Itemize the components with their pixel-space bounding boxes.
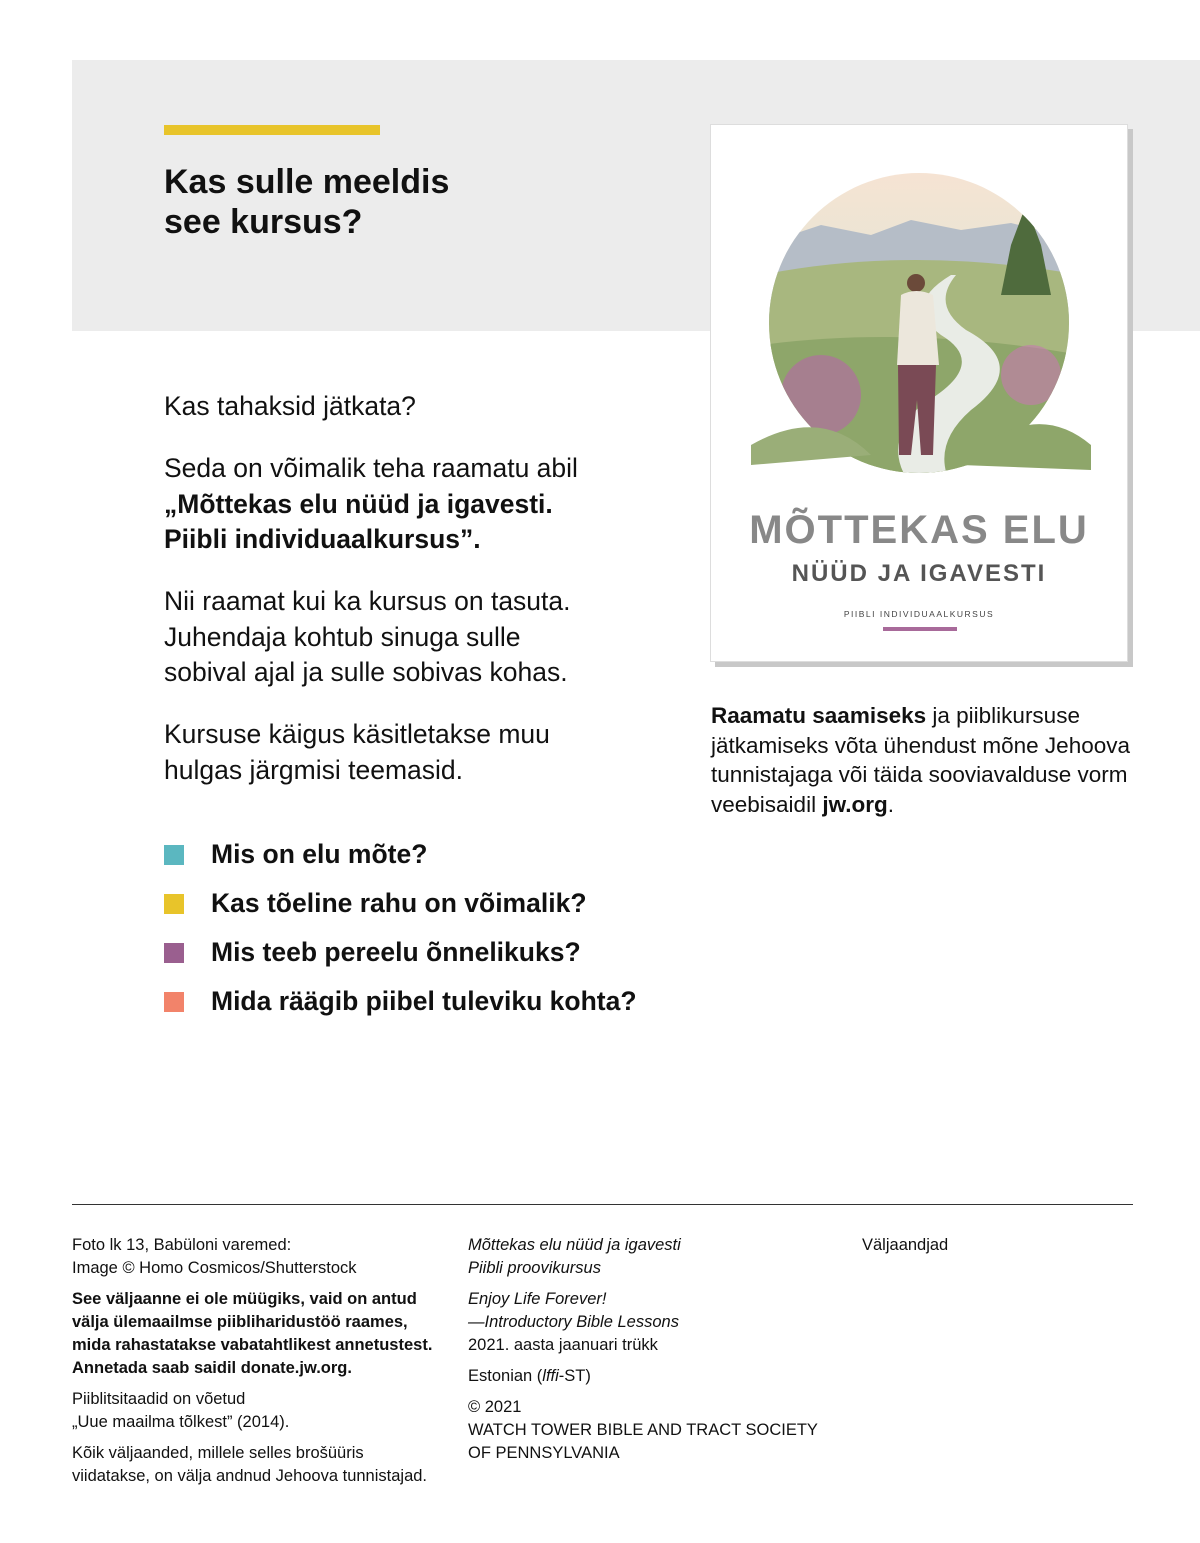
topics-intro: Kursuse käigus käsitletakse muu hulgas järgmisi teemasid. — [164, 719, 550, 785]
topic-item: Mida räägib piibel tuleviku kohta? — [164, 977, 637, 1026]
square-bullet-icon — [164, 992, 184, 1012]
topic-list — [164, 830, 637, 1026]
cover-title: MÕTTEKAS ELU — [749, 508, 1089, 552]
cover-accent-line — [883, 627, 957, 631]
intro-question: Kas tahaksid jätkata? — [164, 391, 416, 421]
square-bullet-icon — [164, 894, 184, 914]
square-bullet-icon — [164, 845, 184, 865]
page-title: Kas sulle meeldis see kursus? — [164, 163, 450, 241]
footer-col-credits: Foto lk 13, Babüloni varemed: Image © Homo Cosmicos/Shutterstock See väljaanne ei ole müügiks, vaid on antud välja ülemaailmse piibliharidustöö raames, mida rahastatakse vabatahtlikest annetustest. Annetada saab saidil donate.jw.org. Piiblitsitaadid on võetud „Uue maailma tõlkest” (2014). Kõik väljaanded, millele selles brošüüris viidatakse, on välja andnud Jehoova tunnistajad. — [72, 1236, 433, 1485]
cover-subtitle: NÜÜD JA IGAVESTI — [791, 560, 1047, 587]
free-course-paragraph: Nii raamat kui ka kursus on tasuta. Juhendaja kohtub sinuga sulle sobival ajal ja sulle sobivas kohas. — [164, 586, 571, 687]
divider — [72, 1204, 1133, 1205]
contact-paragraph: Raamatu saamiseks ja piiblikursuse jätkamiseks võta ühendust mõne Jehoova tunnistajaga või täida sooviavalduse vorm veebisaidil jw.org. — [711, 703, 1130, 817]
topic-item: Kas tõeline rahu on võimalik? — [164, 879, 637, 928]
footer-col-publication: Mõttekas elu nüüd ja igavesti Piibli proovikursus Enjoy Life Forever! —Introductory Bible Lessons 2021. aasta jaanuari trükk Estonian (lffi-ST) © 2021 WATCH TOWER BIBLE AND TRACT SOCIETY OF PENNSYLVANIA — [468, 1236, 818, 1462]
square-bullet-icon — [164, 943, 184, 963]
jw-org-link[interactable]: jw.org — [822, 791, 888, 817]
cover-series: PIIBLI INDIVIDUAALKURSUS — [843, 609, 995, 619]
accent-bar — [164, 125, 380, 135]
topic-item: Mis teeb pereelu õnnelikuks? — [164, 928, 637, 977]
book-paragraph: Seda on võimalik teha raamatu abil „Mõttekas elu nüüd ja igavesti. Piibli individuaalkursus”. — [164, 453, 578, 554]
topic-item: Mis on elu mõte? — [164, 830, 637, 879]
book-cover — [710, 124, 1128, 662]
cover-illustration — [711, 125, 1129, 505]
footer-col-publishers: Väljaandjad — [862, 1236, 949, 1254]
